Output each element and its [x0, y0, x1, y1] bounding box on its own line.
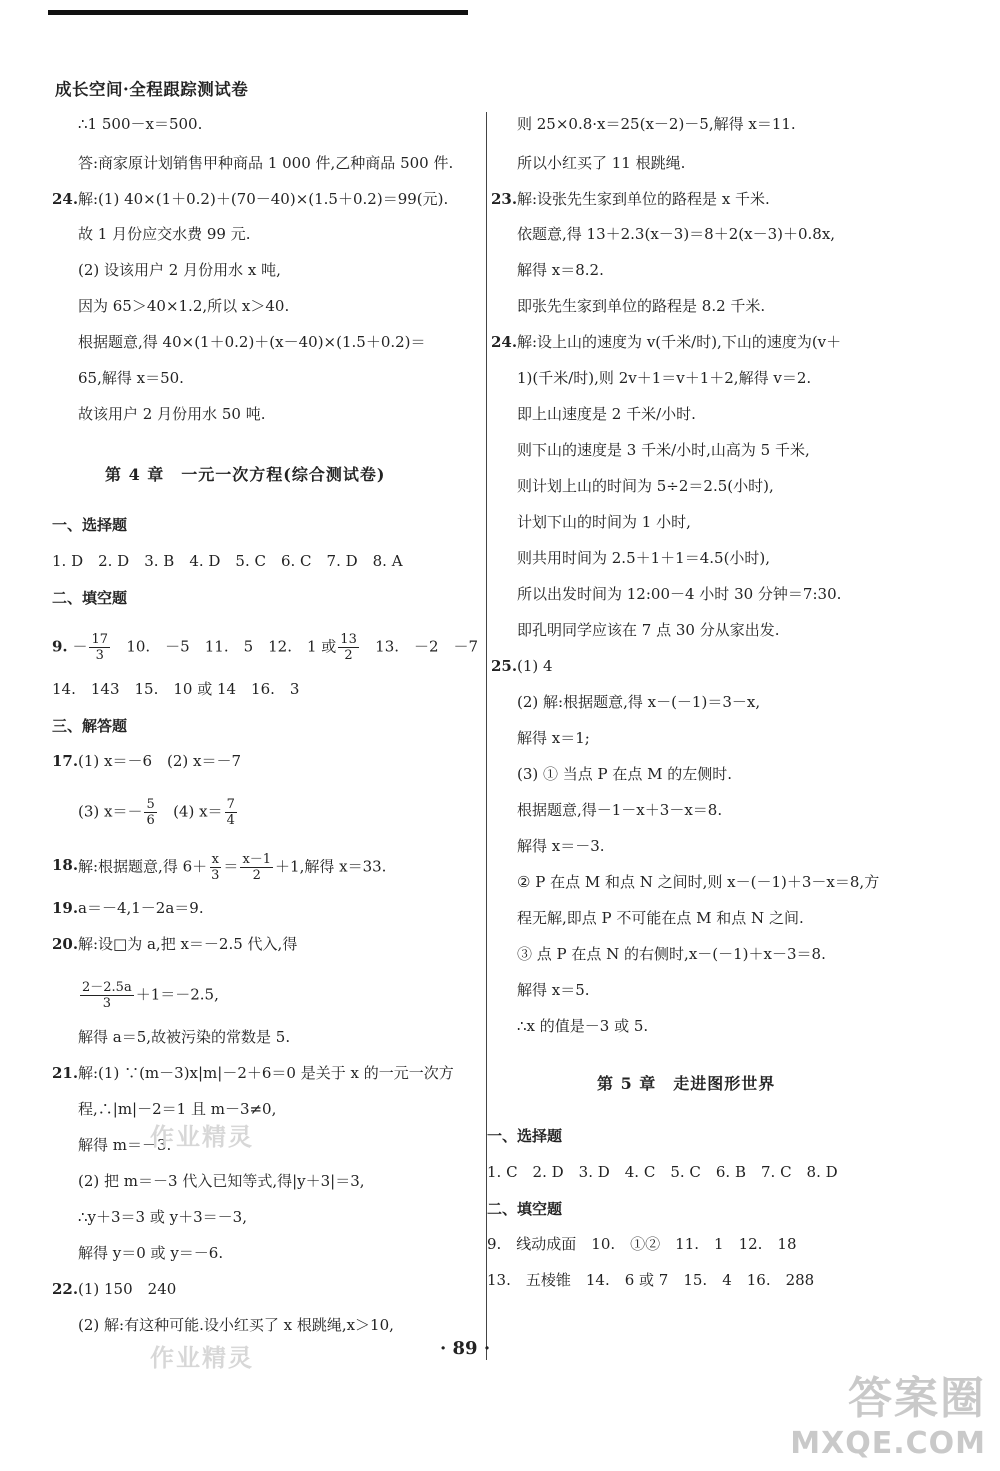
watermark-text: 作业精灵	[150, 1343, 254, 1372]
text-line: 解:设□为 a,把 x＝－2.5 代入,得	[78, 935, 298, 953]
text-line	[78, 797, 239, 828]
text-line: 65,解得 x＝50.	[78, 369, 184, 387]
fraction	[338, 632, 359, 663]
text-line: 解:(1) ∵(m－3)x|m|－2＋6＝0 是关于 x 的一元一次方	[78, 1064, 454, 1082]
denominator: 2	[252, 868, 261, 883]
text-line: 解得 x＝－3.	[517, 837, 605, 855]
denominator: 2	[344, 648, 353, 663]
question-number: 22.	[52, 1280, 79, 1298]
text-line: 解:(1) 40×(1＋0.2)＋(70－40)×(1.5＋0.2)＝99(元).	[78, 190, 449, 208]
numerator: 2－2.5a	[82, 980, 132, 995]
answer-line: 1. C 2. D 3. D 4. C 5. C 6. B 7. C 8. D	[487, 1163, 838, 1181]
question-number: 19.	[52, 899, 79, 917]
fraction	[144, 797, 156, 828]
question-number: 18.	[52, 856, 79, 874]
denominator: 4	[226, 813, 235, 828]
text-line: 则 25×0.8·x＝25(x－2)－5,解得 x＝11.	[517, 115, 796, 133]
watermark-url: MXQE.COM	[790, 1426, 986, 1461]
text-line: (1) 150 240	[78, 1280, 177, 1298]
denominator: 3	[95, 648, 104, 663]
text-line: 解得 x＝1;	[517, 729, 590, 747]
text: 解:根据题意,得 6＋	[78, 857, 208, 876]
question-number: 23.	[491, 190, 518, 208]
text-line: 解得 x＝8.2.	[517, 261, 604, 279]
fill-blank-line	[52, 632, 478, 663]
text: －	[72, 637, 88, 656]
numerator: 17	[91, 632, 109, 647]
chapter-title: 第 5 章 走进图形世界	[597, 1074, 776, 1093]
denominator: 3	[211, 868, 220, 883]
section-heading: 三、解答题	[52, 717, 128, 735]
text-line: 根据题意,得 40×(1＋0.2)＋(x－40)×(1.5＋0.2)＝	[78, 333, 426, 351]
text-line: 1)(千米/时),则 2v＋1＝v＋1＋2,解得 v＝2.	[517, 369, 812, 387]
chapter-title: 第 4 章 一元一次方程(综合测试卷)	[105, 465, 386, 484]
page-header: 成长空间·全程跟踪测试卷	[55, 80, 249, 99]
numerator: x－1	[242, 852, 272, 867]
text-line: 即张先生家到单位的路程是 8.2 千米.	[517, 297, 766, 315]
fraction	[89, 632, 110, 663]
text-line: 故 1 月份应交水费 99 元.	[78, 225, 251, 243]
fraction	[80, 980, 134, 1011]
page-number: · 89 ·	[440, 1338, 491, 1359]
text-line: 依题意,得 13＋2.3(x－3)＝8＋2(x－3)＋0.8x,	[517, 225, 836, 243]
question-number: 20.	[52, 935, 79, 953]
text-line: 解得 y＝0 或 y＝－6.	[78, 1244, 224, 1262]
question-number: 21.	[52, 1064, 79, 1082]
text: (4) x＝	[173, 802, 223, 821]
section-heading: 一、选择题	[52, 516, 128, 534]
numerator: 5	[146, 797, 155, 812]
text: 13. －2 －7	[375, 637, 479, 656]
text-line: ② P 在点 M 和点 N 之间时,则 x－(－1)＋3－x＝8,方	[517, 873, 880, 891]
numerator: 7	[226, 797, 235, 812]
question-number: 9.	[52, 637, 68, 656]
fraction	[240, 852, 273, 883]
text-line: 因为 65＞40×1.2,所以 x＞40.	[78, 297, 290, 315]
text-line: 所以小红买了 11 根跳绳.	[517, 154, 686, 172]
watermark-logo-text: 答案圈	[848, 1373, 986, 1424]
text-line: (2) 解:有这种可能.设小红买了 x 根跳绳,x＞10,	[78, 1316, 394, 1334]
text-line: 解:设张先生家到单位的路程是 x 千米.	[517, 190, 770, 208]
fraction	[225, 797, 237, 828]
fraction	[209, 852, 221, 883]
answer-line: 13. 五棱锥 14. 6 或 7 15. 4 16. 288	[487, 1271, 815, 1289]
numerator: x	[211, 852, 219, 867]
text-line: (2) 设该用户 2 月份用水 x 吨,	[78, 261, 281, 279]
section-heading: 一、选择题	[487, 1127, 563, 1145]
text-line: 即上山速度是 2 千米/小时.	[517, 405, 696, 423]
text-line: 即孔明同学应该在 7 点 30 分从家出发.	[517, 621, 780, 639]
text-line: ③ 点 P 在点 N 的右侧时,x－(－1)＋x－3＝8.	[517, 945, 826, 963]
numerator: 13	[340, 632, 357, 647]
watermark-text: 作业精灵	[150, 1122, 254, 1151]
text: (3) x＝－	[78, 802, 143, 821]
text-line: 计划下山的时间为 1 小时,	[517, 513, 691, 531]
denominator: 6	[146, 813, 155, 828]
question-number: 24.	[52, 190, 79, 208]
section-heading: 二、填空题	[487, 1200, 563, 1218]
section-heading: 二、填空题	[52, 589, 128, 607]
text-line: ∴1 500－x＝500.	[78, 115, 203, 133]
text-line: 解:设上山的速度为 v(千米/时),下山的速度为(v＋	[517, 333, 842, 351]
text-line	[78, 852, 386, 883]
text-line: a＝－4,1－2a＝9.	[78, 899, 204, 917]
text: 10. －5 11. 5 12. 1 或	[126, 637, 337, 656]
text-line: (2) 把 m＝－3 代入已知等式,得|y＋3|＝3,	[78, 1172, 365, 1190]
top-rule	[48, 10, 468, 15]
denominator: 3	[102, 996, 111, 1011]
text-line: ∴y＋3＝3 或 y＋3＝－3,	[78, 1208, 247, 1226]
text-line: 解得 x＝5.	[517, 981, 590, 999]
text-line: 所以出发时间为 12:00－4 小时 30 分钟＝7:30.	[517, 585, 842, 603]
question-number: 24.	[491, 333, 518, 351]
watermark-logo	[790, 1362, 986, 1461]
text-line: 答:商家原计划销售甲种商品 1 000 件,乙种商品 500 件.	[78, 154, 454, 172]
text-line: 则计划上山的时间为 5÷2＝2.5(小时),	[517, 477, 774, 495]
question-number: 25.	[491, 657, 518, 675]
text-line: 解得 a＝5,故被污染的常数是 5.	[78, 1028, 291, 1046]
text-line: 故该用户 2 月份用水 50 吨.	[78, 405, 266, 423]
text-line: 程无解,即点 P 不可能在点 M 和点 N 之间.	[517, 909, 804, 927]
text-line: 则共用时间为 2.5＋1＋1＝4.5(小时),	[517, 549, 771, 567]
text-line: 程,∴|m|－2＝1 且 m－3≠0,	[78, 1100, 277, 1118]
text-line: (1) x＝－6 (2) x＝－7	[78, 752, 242, 770]
text-line: (1) 4	[517, 657, 553, 675]
text-line: 根据题意,得－1－x＋3－x＝8.	[517, 801, 723, 819]
text: ＋1,解得 x＝33.	[275, 857, 387, 876]
text-line: (2) 解:根据题意,得 x－(－1)＝3－x,	[517, 693, 761, 711]
text-line: 则下山的速度是 3 千米/小时,山高为 5 千米,	[517, 441, 810, 459]
text-line: ∴x 的值是－3 或 5.	[517, 1017, 649, 1035]
answer-line: 14. 143 15. 10 或 14 16. 3	[52, 680, 300, 698]
question-number: 17.	[52, 752, 79, 770]
text-line: 解得 m＝－3.	[78, 1136, 172, 1154]
answer-line: 1. D 2. D 3. B 4. D 5. C 6. C 7. D 8. A	[52, 552, 403, 570]
text: ＋1＝－2.5,	[135, 985, 219, 1004]
answer-line: 9. 线动成面 10. ①② 11. 1 12. 18	[487, 1235, 797, 1253]
text-line	[78, 980, 219, 1011]
text-line: (3) ① 当点 P 在点 M 的左侧时.	[517, 765, 733, 783]
text: ＝	[223, 857, 239, 876]
